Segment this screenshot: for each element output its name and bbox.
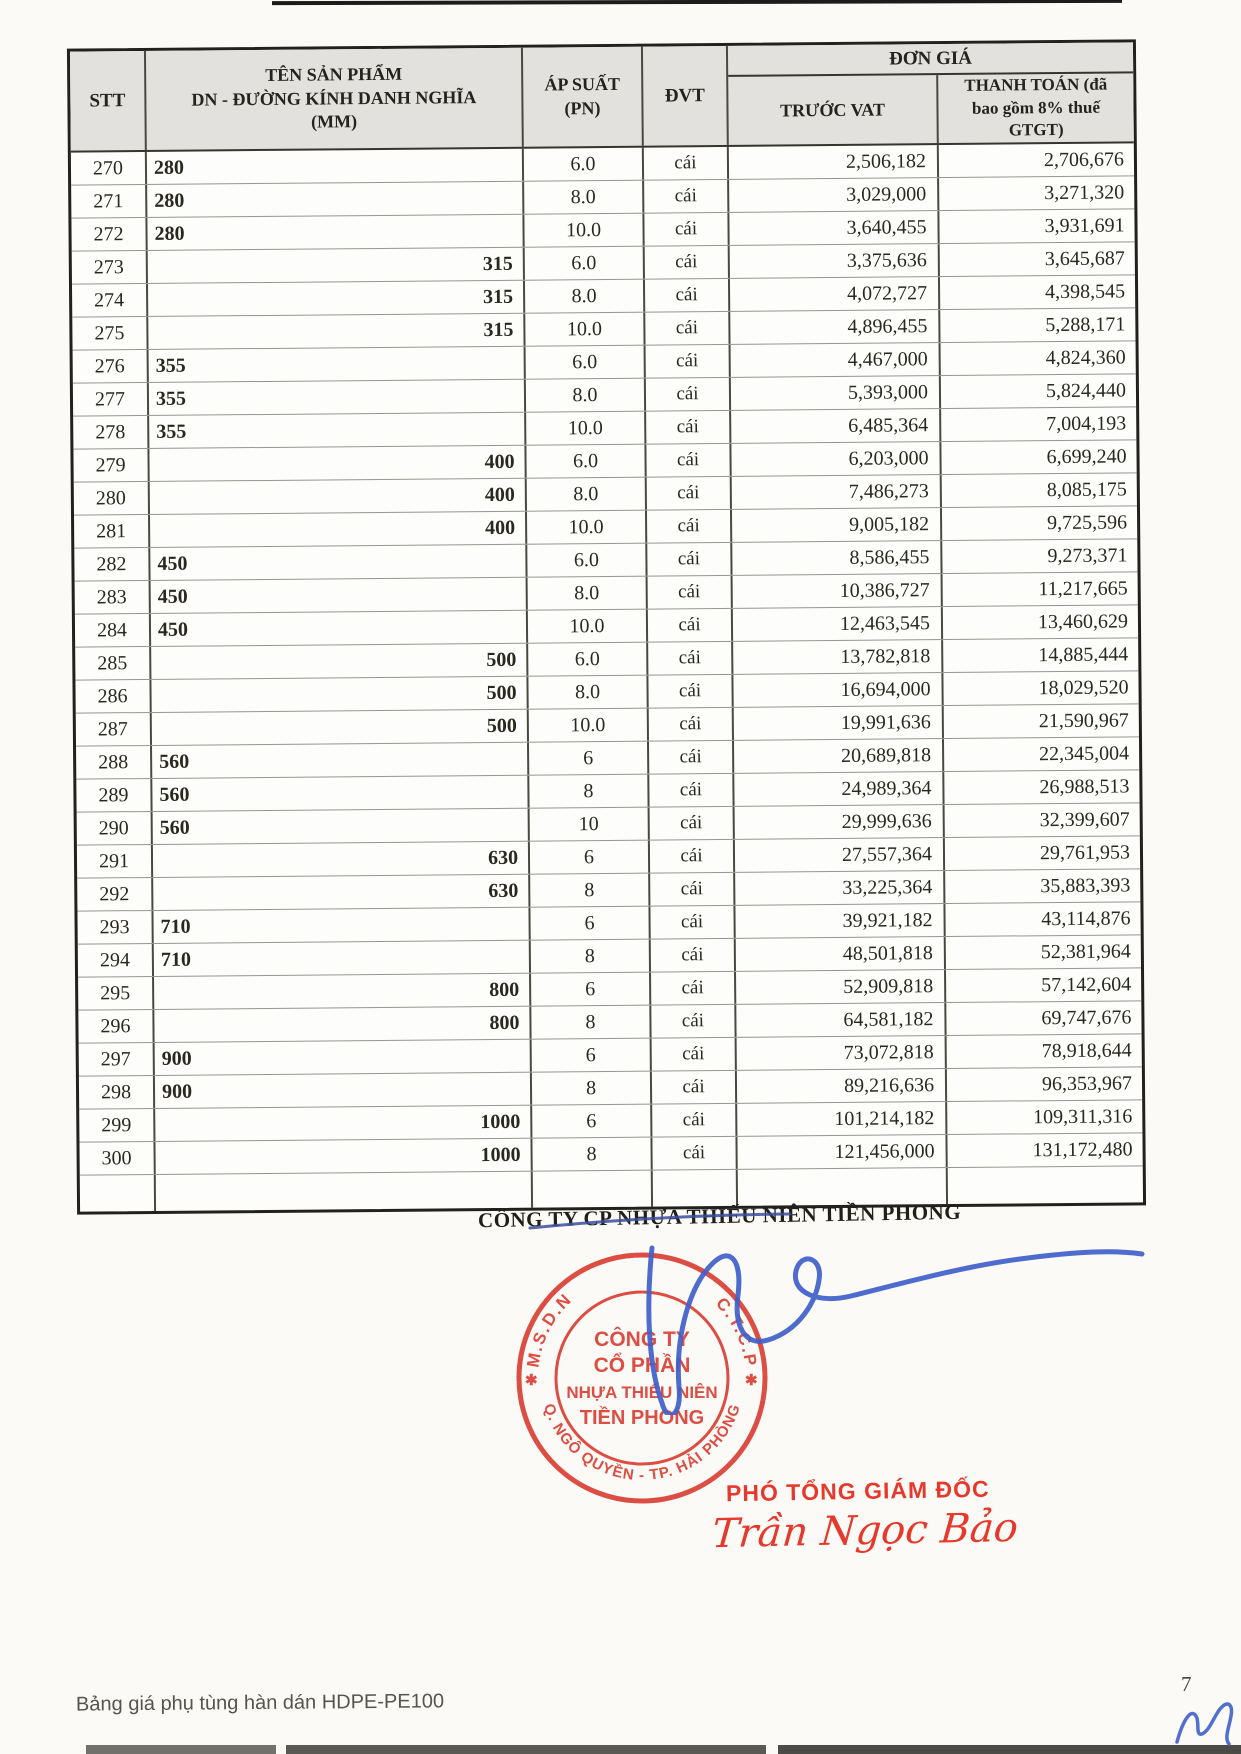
row-unit: cái <box>645 279 730 312</box>
table-body <box>71 143 1143 1174</box>
row-product-dn: 315 <box>148 248 525 283</box>
row-pressure-pn: 6 <box>529 742 649 775</box>
row-price-incl-vat: 11,217,665 <box>1038 576 1128 600</box>
row-price-pre-vat: 2,506,182 <box>729 145 939 179</box>
row-stt: 274 <box>72 284 148 317</box>
row-stt: 290 <box>77 812 153 845</box>
row-pressure-pn: 10.0 <box>528 610 648 643</box>
row-stt: 279 <box>73 449 149 482</box>
row-price-pre-vat: 39,921,182 <box>735 904 945 938</box>
row-pressure-pn: 10.0 <box>526 412 646 445</box>
row-price-pre-vat: 10,386,727 <box>733 574 943 608</box>
row-price-pre-vat: 19,991,636 <box>734 706 944 740</box>
row-pressure-pn: 8 <box>532 1138 652 1171</box>
row-price-incl-vat: 13,460,629 <box>1037 609 1129 633</box>
row-price-pre-vat: 27,557,364 <box>735 838 945 872</box>
row-unit: cái <box>650 807 735 840</box>
row-stt: 282 <box>74 548 150 581</box>
row-unit: cái <box>647 510 732 543</box>
row-price-pre-vat: 3,375,636 <box>730 244 940 278</box>
row-stt: 289 <box>76 779 152 812</box>
row-product-dn: 400 <box>150 512 527 547</box>
header-product-line3: (MM) <box>311 111 358 132</box>
row-pressure-pn: 8 <box>529 775 649 808</box>
row-pressure-pn: 8.0 <box>528 676 648 709</box>
row-unit: cái <box>651 972 736 1005</box>
row-price-incl-vat: 18,029,520 <box>1038 675 1129 699</box>
header-price-incl-line3: GTGT) <box>1008 120 1064 140</box>
row-price-pre-vat: 5,393,000 <box>731 376 941 410</box>
row-pressure-pn: 8.0 <box>524 181 644 214</box>
row-unit: cái <box>648 675 733 708</box>
row-price-pre-vat: 6,485,364 <box>731 409 941 443</box>
row-pressure-pn: 6.0 <box>525 247 645 280</box>
stamp-center-line3: NHỰA THIẾU NIÊN <box>566 1383 718 1402</box>
row-stt: 273 <box>72 251 148 284</box>
row-price-incl-vat: 96,353,967 <box>1041 1071 1133 1095</box>
row-unit: cái <box>652 1137 737 1170</box>
header-product-name <box>146 48 524 150</box>
header-price-incl-vat <box>938 73 1134 143</box>
row-price-incl-vat: 29,761,953 <box>1039 840 1131 864</box>
row-unit: cái <box>651 1005 736 1038</box>
scan-edge-bottom <box>86 1745 276 1754</box>
row-price-incl-vat: 21,590,967 <box>1038 708 1129 732</box>
row-pressure-pn: 6 <box>531 973 651 1006</box>
row-pressure-pn: 8 <box>531 1006 651 1039</box>
row-product-dn: 500 <box>151 677 528 712</box>
row-price-incl-vat: 78,918,644 <box>1041 1038 1132 1062</box>
row-pressure-pn: 6.0 <box>528 643 648 676</box>
row-unit: cái <box>650 906 735 939</box>
row-price-pre-vat: 4,467,000 <box>731 343 941 377</box>
row-unit: cái <box>644 213 729 246</box>
row-product-dn: 560 <box>152 776 529 811</box>
row-price-pre-vat: 3,029,000 <box>729 178 939 212</box>
row-price-pre-vat: 48,501,818 <box>736 937 946 971</box>
row-unit: cái <box>649 708 734 741</box>
row-price-incl-vat: 3,645,687 <box>1044 246 1125 270</box>
row-unit: cái <box>647 543 732 576</box>
row-product-dn: 500 <box>152 710 529 745</box>
row-product-dn: 630 <box>153 842 530 877</box>
row-stt: 300 <box>79 1142 155 1175</box>
row-price-pre-vat: 29,999,636 <box>735 805 945 839</box>
row-price-incl-vat: 26,988,513 <box>1039 774 1130 798</box>
row-stt: 292 <box>77 878 153 911</box>
row-stt: 293 <box>77 911 153 944</box>
row-price-incl-vat: 5,288,171 <box>1045 312 1126 336</box>
scan-edge-bottom <box>286 1745 766 1754</box>
row-product-dn: 710 <box>154 941 531 976</box>
stamp-arc-top-left: M.S.D.N <box>523 1289 576 1369</box>
price-table <box>67 39 1146 1214</box>
row-price-incl-vat: 131,172,480 <box>1032 1137 1133 1161</box>
row-unit: cái <box>652 1071 737 1104</box>
row-price-incl-vat: 3,931,691 <box>1044 213 1125 237</box>
row-price-pre-vat: 8,586,455 <box>732 541 942 575</box>
row-unit: cái <box>648 642 733 675</box>
row-unit: cái <box>647 477 732 510</box>
row-pressure-pn: 10.0 <box>529 709 649 742</box>
row-price-pre-vat: 33,225,364 <box>735 871 945 905</box>
row-price-incl-vat: 32,399,607 <box>1039 807 1130 831</box>
header-pressure-line2: (PN) <box>564 97 601 118</box>
row-price-incl-vat: 43,114,876 <box>1041 906 1131 930</box>
row-pressure-pn: 6.0 <box>524 148 644 181</box>
row-stt: 286 <box>75 680 151 713</box>
row-price-incl-vat: 3,271,320 <box>1044 180 1125 204</box>
row-unit: cái <box>650 840 735 873</box>
header-product-line1: TÊN SẢN PHẨM <box>265 64 403 86</box>
row-product-dn: 280 <box>147 182 524 217</box>
row-unit: cái <box>645 312 730 345</box>
row-stt: 297 <box>79 1043 155 1076</box>
row-price-pre-vat: 12,463,545 <box>733 607 943 641</box>
row-price-pre-vat: 24,989,364 <box>734 772 944 806</box>
row-price-incl-vat: 4,824,360 <box>1045 345 1126 369</box>
header-unit: ĐVT <box>643 46 729 146</box>
row-price-incl-vat: 52,381,964 <box>1040 939 1131 963</box>
row-product-dn: 280 <box>147 215 524 250</box>
row-price-pre-vat: 89,216,636 <box>737 1069 947 1103</box>
row-product-dn: 355 <box>149 347 526 382</box>
row-unit: cái <box>650 873 735 906</box>
row-price-pre-vat: 4,896,455 <box>730 310 940 344</box>
signature-ink <box>470 1185 1170 1415</box>
row-price-incl-vat: 9,725,596 <box>1047 510 1128 534</box>
row-unit: cái <box>644 180 729 213</box>
stamp-star-left: ✱ <box>525 1373 538 1389</box>
row-stt: 281 <box>74 515 150 548</box>
row-pressure-pn: 6.0 <box>526 445 646 478</box>
signer-name: Trần Ngọc Bảo <box>710 1504 1020 1558</box>
header-price-incl-line2: bao gồm 8% thuế <box>971 97 1101 118</box>
row-price-incl-vat: 22,345,004 <box>1039 741 1130 765</box>
row-product-dn: 630 <box>153 875 530 910</box>
row-stt: 283 <box>75 581 151 614</box>
row-product-dn: 500 <box>151 644 528 679</box>
row-price-pre-vat: 73,072,818 <box>737 1036 947 1070</box>
row-price-pre-vat: 101,214,182 <box>737 1102 947 1136</box>
signer-title: PHÓ TỔNG GIÁM ĐỐC <box>725 1475 990 1507</box>
row-product-dn: 450 <box>151 578 528 613</box>
row-stt: 295 <box>78 977 154 1010</box>
row-stt: 284 <box>75 614 151 647</box>
row-price-pre-vat: 16,694,000 <box>733 673 943 707</box>
header-stt: STT <box>70 51 147 151</box>
row-price-pre-vat: 20,689,818 <box>734 739 944 773</box>
row-pressure-pn: 10.0 <box>527 511 647 544</box>
row-price-pre-vat: 9,005,182 <box>732 508 942 542</box>
table-header <box>70 42 1134 152</box>
row-price-incl-vat: 2,706,676 <box>1043 147 1125 171</box>
footer-document-title: Bảng giá phụ tùng hàn dán HDPE-PE100 <box>75 1690 445 1716</box>
row-product-dn: 355 <box>149 413 526 448</box>
stamp-star-right: ✱ <box>745 1373 758 1389</box>
row-unit: cái <box>646 345 731 378</box>
row-unit: cái <box>649 774 734 807</box>
row-stt: 288 <box>76 746 152 779</box>
row-product-dn: 400 <box>150 479 527 514</box>
row-unit: cái <box>648 609 733 642</box>
row-product-dn: 560 <box>153 809 530 844</box>
stamp-center-line1: CÔNG TY <box>594 1328 690 1351</box>
row-pressure-pn: 6 <box>532 1039 652 1072</box>
row-stt: 276 <box>73 350 149 383</box>
row-price-pre-vat: 7,486,273 <box>732 475 942 509</box>
row-pressure-pn: 8 <box>531 940 651 973</box>
row-price-pre-vat: 3,640,455 <box>729 211 939 245</box>
initials-ink <box>1165 1690 1241 1754</box>
row-pressure-pn: 8.0 <box>526 379 646 412</box>
row-price-incl-vat: 4,398,545 <box>1044 279 1126 303</box>
row-price-incl-vat: 6,699,240 <box>1046 444 1127 468</box>
row-pressure-pn: 8.0 <box>527 478 647 511</box>
row-unit: cái <box>651 939 736 972</box>
stamp-arc-bottom: Q. NGÔ QUYỀN - TP. HẢI PHÒNG <box>539 1401 745 1485</box>
row-unit: cái <box>646 411 731 444</box>
row-stt: 270 <box>71 152 147 185</box>
row-stt: 275 <box>72 317 148 350</box>
row-product-dn: 315 <box>148 314 525 349</box>
row-price-incl-vat: 69,747,676 <box>1041 1005 1132 1029</box>
stamp-center-line2: CỔ PHẦN <box>593 1354 691 1377</box>
row-product-dn: 1000 <box>155 1139 532 1174</box>
row-stt: 277 <box>73 383 149 416</box>
row-price-incl-vat: 8,085,175 <box>1046 477 1127 501</box>
row-product-dn: 900 <box>155 1073 532 1108</box>
row-product-dn: 355 <box>149 380 526 415</box>
header-price-pre-vat: TRƯỚC VAT <box>728 75 939 145</box>
row-pressure-pn: 6.0 <box>527 544 647 577</box>
header-price-group: ĐƠN GIÁ <box>728 42 1133 77</box>
row-pressure-pn: 8 <box>530 874 650 907</box>
row-product-dn: 280 <box>147 149 524 184</box>
row-price-pre-vat: 52,909,818 <box>736 970 946 1004</box>
row-stt: 287 <box>76 713 152 746</box>
row-product-dn: 800 <box>154 1007 531 1042</box>
row-price-incl-vat: 35,883,393 <box>1040 873 1131 897</box>
row-unit: cái <box>646 378 731 411</box>
row-product-dn: 1000 <box>155 1106 532 1141</box>
header-pressure-line1: ÁP SUẤT <box>544 73 621 95</box>
row-price-pre-vat: 64,581,182 <box>736 1003 946 1037</box>
row-pressure-pn: 8 <box>532 1072 652 1105</box>
row-pressure-pn: 6.0 <box>526 346 646 379</box>
row-product-dn: 315 <box>148 281 525 316</box>
row-product-dn: 900 <box>155 1040 532 1075</box>
row-unit: cái <box>645 246 730 279</box>
row-product-dn: 450 <box>150 545 527 580</box>
row-pressure-pn: 10.0 <box>525 313 645 346</box>
row-price-incl-vat: 57,142,604 <box>1041 972 1132 996</box>
row-product-dn: 400 <box>149 446 526 481</box>
row-unit: cái <box>652 1104 737 1137</box>
row-stt: 271 <box>71 185 147 218</box>
row-price-incl-vat: 109,311,316 <box>1032 1104 1133 1128</box>
row-price-pre-vat: 6,203,000 <box>731 442 941 476</box>
header-product-line2: DN - ĐƯỜNG KÍNH DANH NGHĨA <box>191 86 477 110</box>
stamp-arc-top-right: C.T.C.P <box>712 1293 761 1369</box>
row-pressure-pn: 10.0 <box>524 214 644 247</box>
row-stt: 272 <box>71 218 147 251</box>
row-stt: 291 <box>77 845 153 878</box>
row-product-dn: 710 <box>153 908 530 943</box>
row-unit: cái <box>644 147 729 180</box>
row-pressure-pn: 8.0 <box>525 280 645 313</box>
header-price-incl-line1: THANH TOÁN (đã <box>964 74 1108 95</box>
row-stt: 299 <box>79 1109 155 1142</box>
row-pressure-pn: 10 <box>530 808 650 841</box>
row-price-incl-vat: 9,273,371 <box>1047 543 1128 567</box>
row-stt: 280 <box>74 482 150 515</box>
row-unit: cái <box>646 444 731 477</box>
row-price-incl-vat: 7,004,193 <box>1046 411 1127 435</box>
row-stt: 285 <box>75 647 151 680</box>
header-pressure <box>523 47 644 147</box>
row-price-pre-vat: 121,456,000 <box>737 1135 947 1169</box>
row-stt: 294 <box>78 944 154 977</box>
row-price-pre-vat: 13,782,818 <box>733 640 943 674</box>
row-pressure-pn: 6 <box>530 907 650 940</box>
row-price-incl-vat: 14,885,444 <box>1038 642 1129 666</box>
row-price-pre-vat: 4,072,727 <box>730 277 940 311</box>
row-product-dn: 560 <box>152 743 529 778</box>
row-stt: 296 <box>78 1010 154 1043</box>
company-name-line: CÔNG TY CP NHỰA THIẾU NIÊN TIỀN PHONG <box>477 1199 962 1233</box>
row-unit: cái <box>652 1038 737 1071</box>
row-stt: 298 <box>79 1076 155 1109</box>
row-product-dn: 450 <box>151 611 528 646</box>
row-unit: cái <box>648 576 733 609</box>
row-unit: cái <box>649 741 734 774</box>
row-stt: 278 <box>73 416 149 449</box>
scan-edge-top <box>272 0 1122 5</box>
row-product-dn: 800 <box>154 974 531 1009</box>
stamp-center-line4: TIỀN PHONG <box>579 1407 705 1429</box>
page-number: 7 <box>1181 1672 1192 1696</box>
row-pressure-pn: 6 <box>530 841 650 874</box>
row-pressure-pn: 6 <box>532 1105 652 1138</box>
row-pressure-pn: 8.0 <box>528 577 648 610</box>
row-price-incl-vat: 5,824,440 <box>1045 378 1127 402</box>
